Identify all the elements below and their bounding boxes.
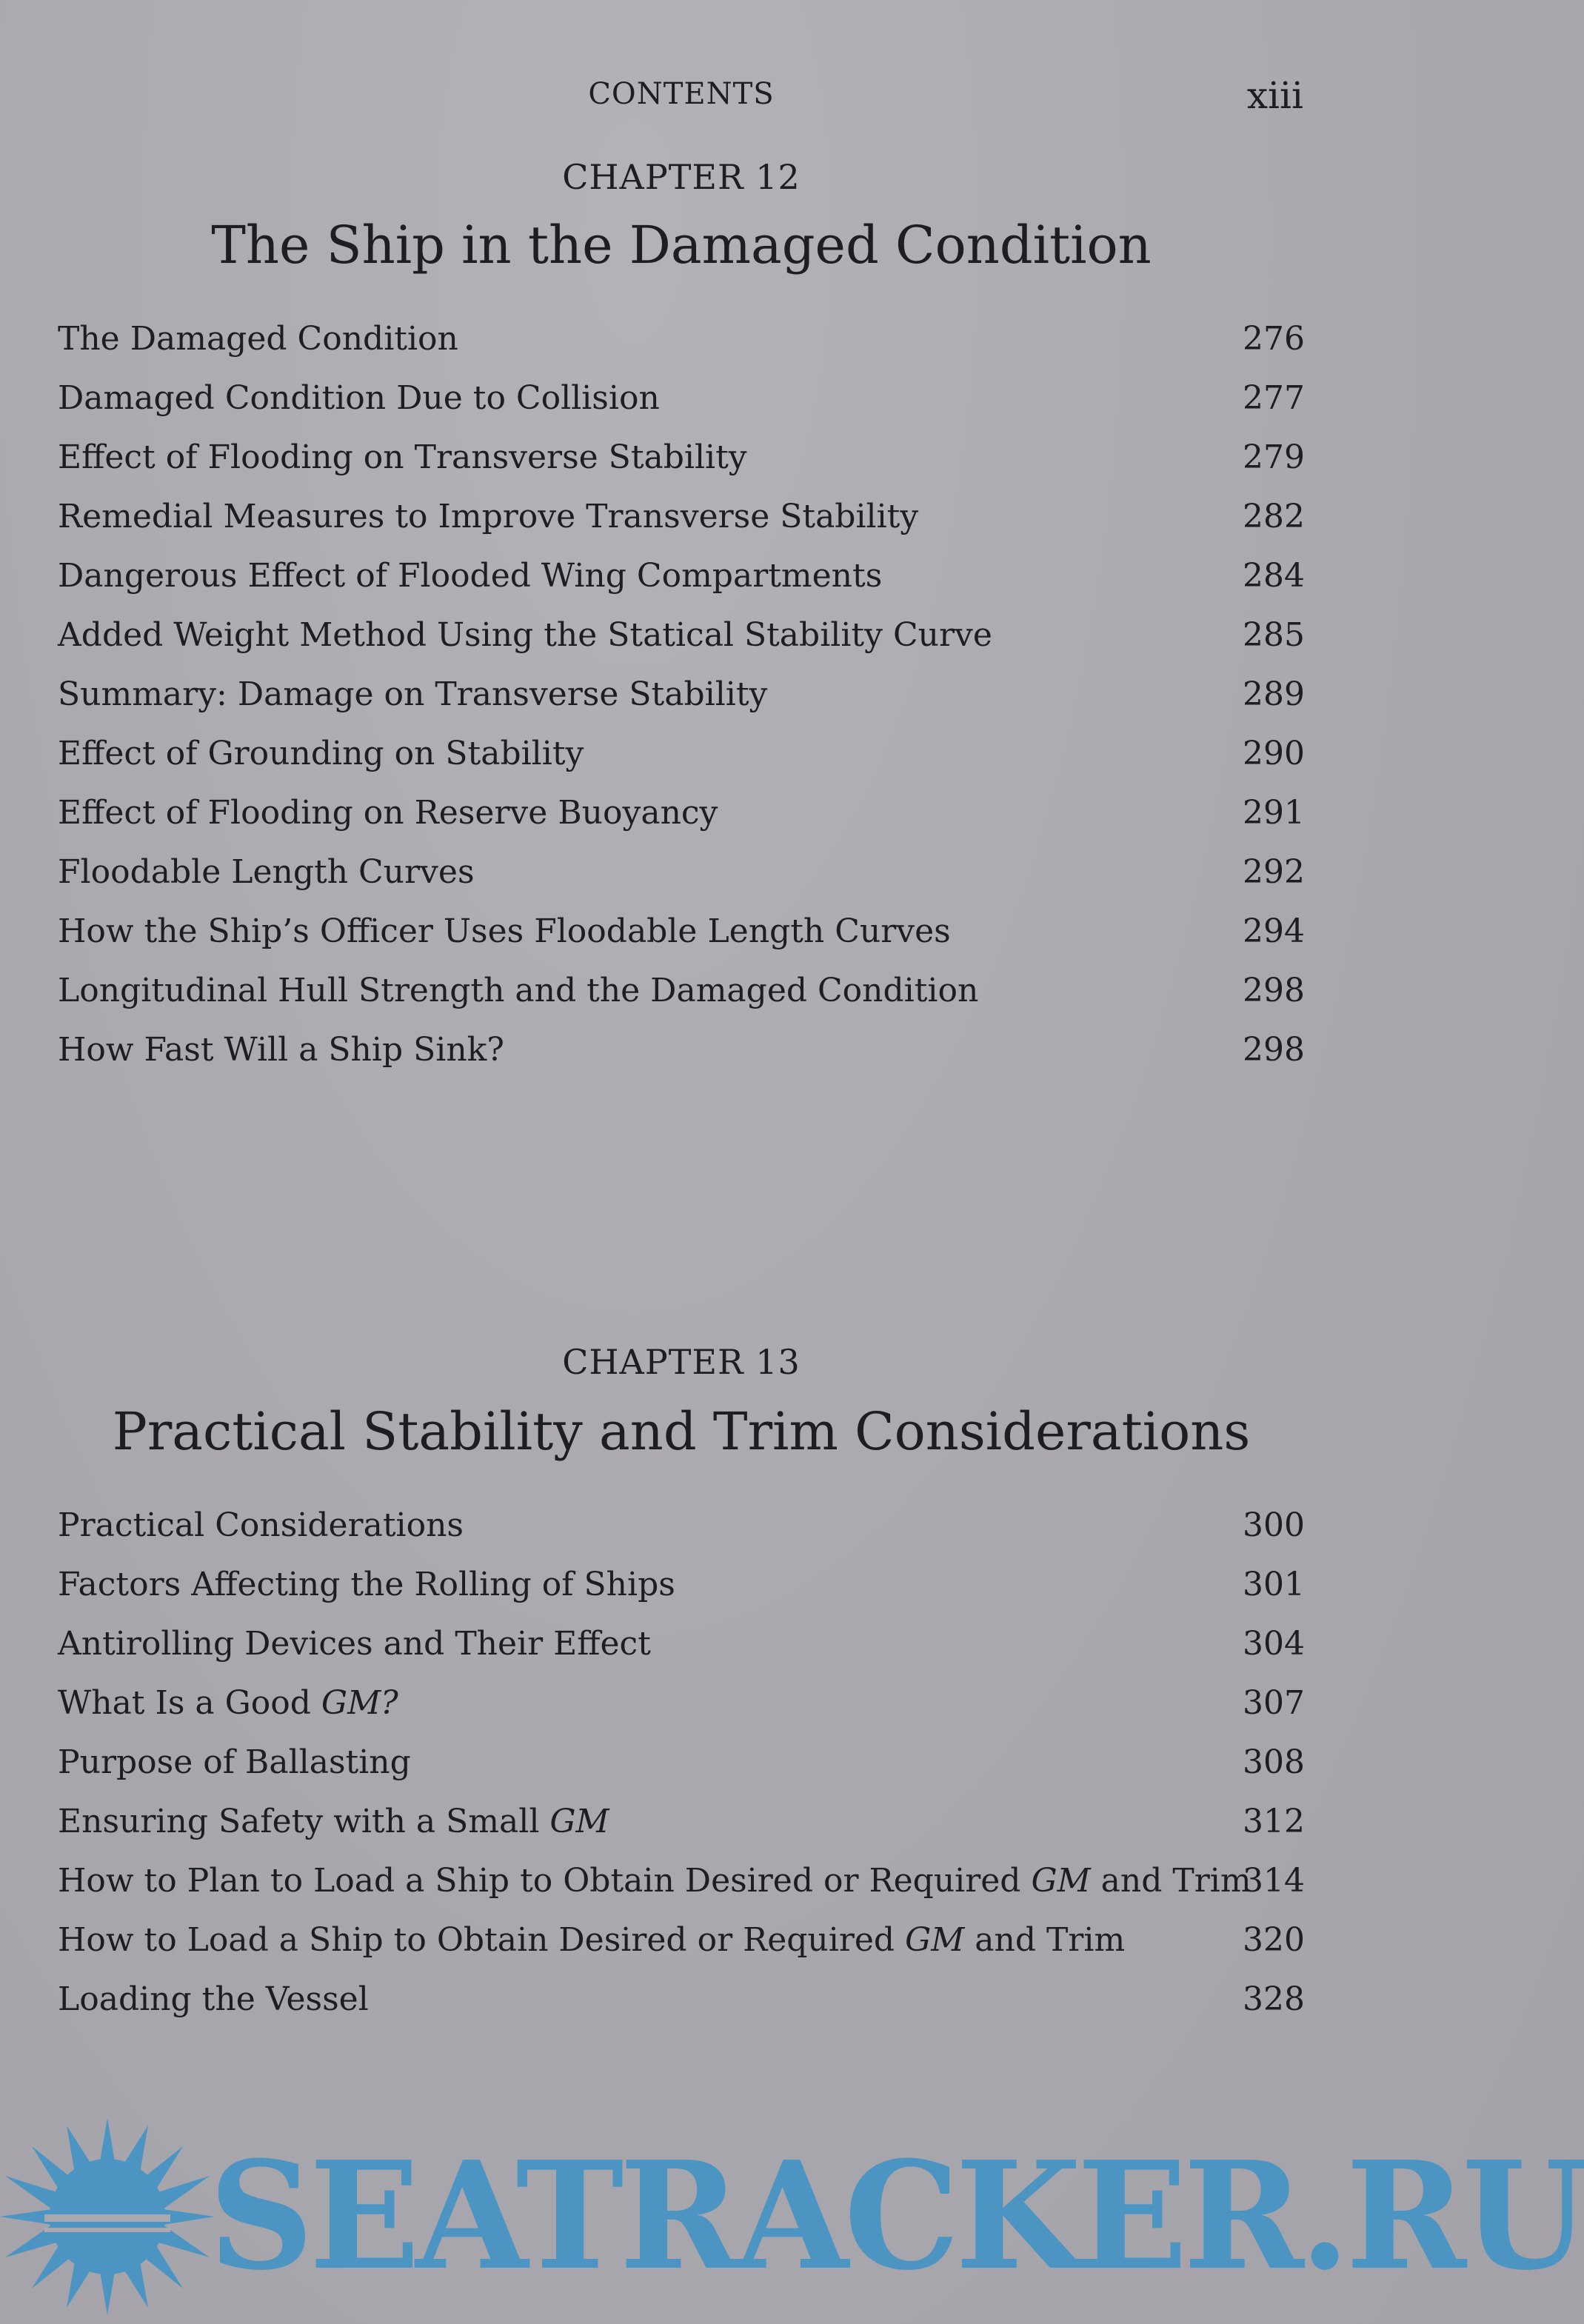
toc-entry-page: 284 [1243, 557, 1305, 595]
toc-entry-page: 320 [1243, 1921, 1305, 1959]
toc-entry-page: 308 [1243, 1743, 1305, 1781]
toc-entry[interactable] [58, 675, 1305, 735]
toc-entry-page: 282 [1243, 498, 1305, 535]
toc-entry-label: Antirolling Devices and Their Effect [58, 1625, 651, 1663]
toc-entry-page: 279 [1243, 438, 1305, 476]
toc-entry[interactable] [58, 972, 1305, 1031]
toc-entry-label: Effect of Flooding on Transverse Stability [58, 438, 747, 476]
toc-entry-label: Practical Considerations [58, 1506, 464, 1544]
toc-entry-label-text: and Trim [964, 1921, 1126, 1959]
toc-entry-label-text: How to Plan to Load a Ship to Obtain Desired or Required [58, 1862, 1032, 1900]
toc-entry-label: How Fast Will a Ship Sink? [58, 1031, 504, 1069]
toc-entry[interactable] [58, 1506, 1305, 1566]
toc-entry[interactable] [58, 320, 1305, 379]
toc-entry-page: 328 [1243, 1980, 1305, 2018]
toc-entry[interactable] [58, 1625, 1305, 1684]
toc-entry[interactable] [58, 1862, 1305, 1921]
chapter-13-title: Practical Stability and Trim Considerations [112, 1401, 1251, 1462]
toc-entry-page: 285 [1243, 616, 1305, 654]
toc-entry-page: 301 [1243, 1566, 1305, 1603]
toc-entry-label-symbol: GM? [321, 1684, 398, 1722]
toc-entry-page: 291 [1243, 794, 1305, 832]
toc-entry-page: 300 [1243, 1506, 1305, 1544]
toc-entry-label: Summary: Damage on Transverse Stability [58, 675, 768, 713]
toc-entry-label [58, 1684, 398, 1722]
toc-entry-label-symbol: GM [905, 1921, 965, 1959]
toc-entry-label: How the Ship’s Officer Uses Floodable Length Curves [58, 912, 951, 950]
chapter-13-toc [58, 1506, 1305, 2040]
toc-entry[interactable] [58, 1980, 1305, 2040]
toc-entry-page: 276 [1243, 320, 1305, 358]
sun-horizon-line [44, 2228, 170, 2232]
toc-entry[interactable] [58, 735, 1305, 794]
toc-entry-page: 289 [1243, 675, 1305, 713]
toc-entry[interactable] [58, 912, 1305, 972]
toc-entry[interactable] [58, 1684, 1305, 1743]
toc-entry[interactable] [58, 616, 1305, 675]
toc-entry-label: Longitudinal Hull Strength and the Damaged Condition [58, 972, 979, 1009]
toc-entry-label [58, 1803, 609, 1840]
toc-entry-label: Remedial Measures to Improve Transverse Stability [58, 498, 919, 535]
chapter-13-label: CHAPTER 13 [562, 1342, 801, 1382]
toc-entry[interactable] [58, 557, 1305, 616]
toc-entry-page: 298 [1243, 1031, 1305, 1069]
toc-entry-label-text: What Is a Good [58, 1684, 321, 1722]
toc-entry-page: 307 [1243, 1684, 1305, 1722]
toc-entry[interactable] [58, 1743, 1305, 1803]
toc-entry-label: Loading the Vessel [58, 1980, 369, 2018]
chapter-12-title: The Ship in the Damaged Condition [211, 215, 1152, 276]
toc-entry-label-symbol: GM [549, 1803, 609, 1840]
toc-entry-page: 298 [1243, 972, 1305, 1009]
toc-entry[interactable] [58, 1921, 1305, 1980]
toc-entry-label-text: Ensuring Safety with a Small [58, 1803, 550, 1840]
toc-entry-label-symbol: GM [1031, 1862, 1091, 1900]
toc-entry-label: Effect of Flooding on Reserve Buoyancy [58, 794, 718, 832]
running-head [0, 74, 1403, 118]
toc-entry[interactable] [58, 1566, 1305, 1625]
toc-entry-label: Dangerous Effect of Flooded Wing Compartments [58, 557, 883, 595]
toc-entry[interactable] [58, 1803, 1305, 1862]
toc-entry-label: Added Weight Method Using the Statical Stability Curve [58, 616, 992, 654]
toc-entry-page: 312 [1243, 1803, 1305, 1840]
toc-entry-label: Floodable Length Curves [58, 853, 475, 891]
toc-entry-page: 314 [1243, 1862, 1305, 1900]
toc-entry-page: 290 [1243, 735, 1305, 772]
sun-horizon-line [44, 2214, 170, 2222]
toc-entry[interactable] [58, 1031, 1305, 1090]
toc-entry-label: Factors Affecting the Rolling of Ships [58, 1566, 675, 1603]
toc-entry-label: Effect of Grounding on Stability [58, 735, 584, 772]
toc-entry-label-text: How to Load a Ship to Obtain Desired or Required [58, 1921, 906, 1959]
running-title: CONTENTS [588, 77, 775, 111]
sun-logo-icon [0, 2117, 215, 2317]
chapter-12-toc [58, 320, 1305, 1090]
toc-entry-page: 294 [1243, 912, 1305, 950]
toc-entry-label-text: and Trim [1090, 1862, 1252, 1900]
toc-entry-label: Purpose of Ballasting [58, 1743, 411, 1781]
chapter-12-label: CHAPTER 12 [562, 157, 801, 197]
toc-entry[interactable] [58, 794, 1305, 853]
toc-entry[interactable] [58, 498, 1305, 557]
toc-entry-page: 304 [1243, 1625, 1305, 1663]
toc-entry-label [58, 1921, 1125, 1959]
toc-entry-label: Damaged Condition Due to Collision [58, 379, 660, 417]
page-number: xiii [1246, 74, 1303, 117]
toc-entry[interactable] [58, 853, 1305, 912]
toc-entry-label: The Damaged Condition [58, 320, 458, 358]
toc-entry[interactable] [58, 379, 1305, 438]
toc-entry-page: 292 [1243, 853, 1305, 891]
toc-entry-page: 277 [1243, 379, 1305, 417]
toc-entry-label [58, 1862, 1252, 1900]
watermark [0, 2117, 1584, 2317]
toc-entry[interactable] [58, 438, 1305, 498]
watermark-text: SEATRACKER.RU [209, 2129, 1584, 2303]
